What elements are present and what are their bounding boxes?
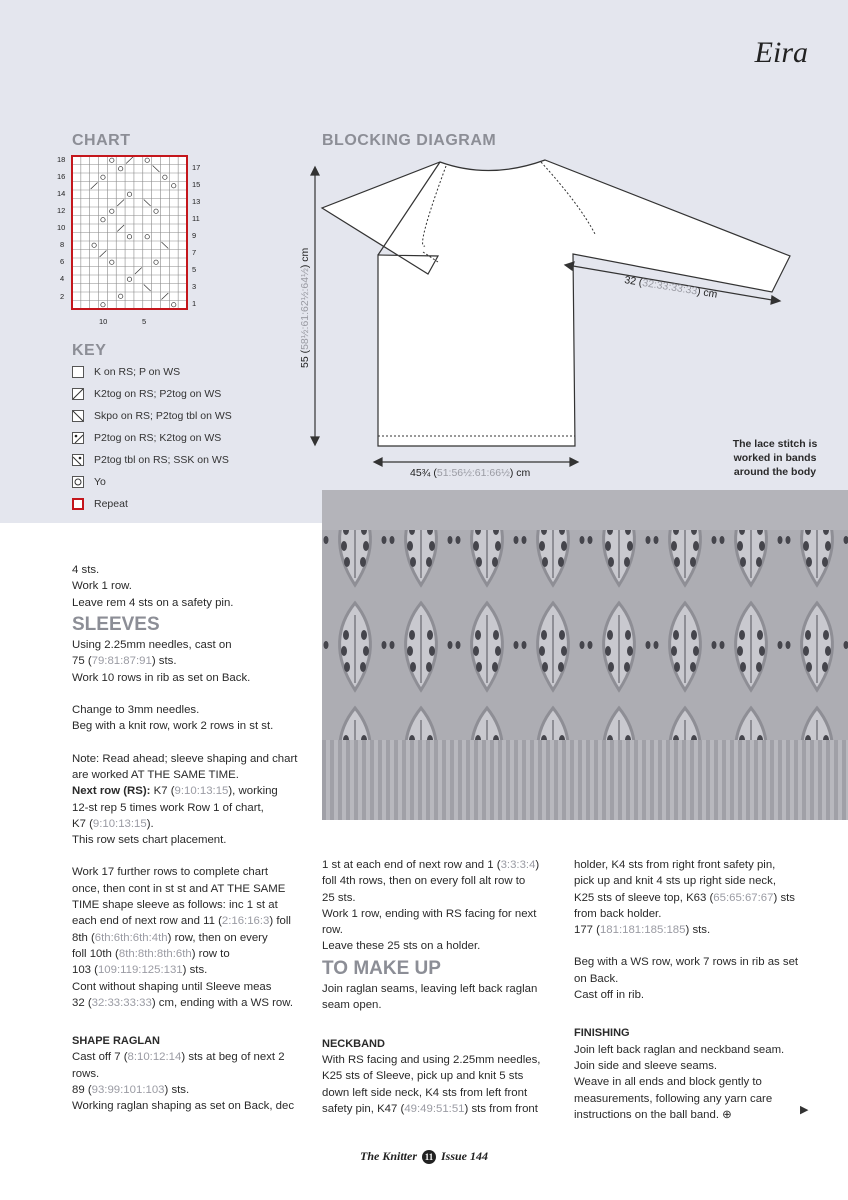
shape-raglan-heading: SHAPE RAGLAN [72,1035,161,1048]
lace-note: The lace stitch is worked in bands around the body [732,438,818,478]
knitting-chart [52,152,222,332]
chart-row-label: 18 [57,155,66,164]
sleeves-heading: SLEEVES [72,613,160,635]
key-item: Skpo on RS; P2tog tbl on WS [72,410,232,422]
svg-text:55 (58½:61:62½:64½) cm [299,247,311,368]
lace-swatch-photo [322,490,848,820]
sleeve-length-unit: ) cm [696,285,719,301]
chart-row-label: 13 [192,197,201,206]
chart-row-label: 16 [57,172,66,181]
chart-row-label: 1 [192,299,197,308]
body-length-sizes: 58½:61:62½:64½ [299,268,311,350]
key-item: K2tog on RS; P2tog on WS [72,388,221,400]
blocking-heading: BLOCKING DIAGRAM [322,132,497,149]
slash-square-icon [72,388,84,400]
chart-row-label: 7 [192,248,197,257]
page-footer: The Knitter 11 Issue 144 [359,1149,489,1163]
body-length-unit: ) cm [299,247,311,269]
chart-row-label: 10 [57,223,66,232]
chart-row-label: 6 [60,257,65,266]
to-make-up-heading: TO MAKE UP [322,957,441,979]
body-width-unit: ) cm [509,467,531,479]
chart-row-label: 12 [57,206,66,215]
column-1: 4 sts. Work 1 row. Leave rem 4 sts on a safety pin. SLEEVES Using 2.25mm needles, cast on 75 (79:81:87:91) sts. Work 10 rows in rib as set on Back. Change to 3mm needles. Beg with a knit row, work 2 rows in st st. Note: Read ahead; sleeve shaping and chart are worked AT THE SAME TIME. Next row (RS): K7 (9:10:13:15), working 12-st rep 5 times work Row 1 of chart, K7 (9:10:13:15). This row sets chart placement. Work 17 further rows to complete chart once, then cont in st st and AT THE SAME TIME shape sleeve as follows: inc 1 st at each end of next row and 11 (2:16:16:3) foll 8th (6th:6th:6th:4th) row, then on every foll 10th (8th:8th:8th:6th) row to 103 (109:119:125:131) sts. Cont without shaping until Sleeve meas 32 (32:33:33:33) cm, ending with a WS row. SHAPE RAGLAN Cast off 7 (8:10:12:14) sts at beg of next 2 rows. 89 (93:99:101:103) sts. Working raglan shaping as set on Back, dec [72,562,312,1115]
circle-square-icon [72,476,84,488]
chart-row-label: 2 [60,292,65,301]
chart-row-label: 5 [192,265,197,274]
continue-arrow-icon: ▶ [800,1104,809,1116]
key-item: Repeat [72,498,128,510]
dot-backslash-square-icon [72,454,84,466]
sleeve-length-label: 32 ( [623,274,644,289]
body-length-label: 55 ( [299,349,311,368]
sleeve-length-sizes: 32:33:33:33 [641,276,699,298]
key-item: P2tog tbl on RS; SSK on WS [72,454,229,466]
chart-heading: CHART [72,132,131,149]
chart-row-label: 8 [60,240,65,249]
chart-row-label: 4 [60,274,65,283]
dot-slash-square-icon [72,432,84,444]
chart-row-label: 9 [192,231,197,240]
chart-row-label: 15 [192,180,201,189]
page-number: 11 [422,1150,436,1164]
column-2: 1 st at each end of next row and 1 (3:3:3:4) foll 4th rows, then on every foll alt row to 25 sts. Work 1 row, ending with RS facing for next row. Leave these 25 sts on a holder. TO MAKE UP Join raglan seams, leaving left back raglan seam open. NECKBAND With RS facing and using 2.25mm needles, K25 sts of Sleeve, pick up and knit 5 sts down left side neck, K4 sts from left front safety pin, K47 (49:49:51:51) sts from front [322,857,562,1117]
lace-pattern-illustration [322,490,848,820]
backslash-square-icon [72,410,84,422]
chart-row-label: 14 [57,189,66,198]
body-width-sizes: 51:56½:61:66½ [436,467,510,479]
key-item: Yo [72,476,106,488]
chart-col-label: 10 [99,317,108,326]
chart-row-label: 3 [192,282,197,291]
key-heading: KEY [72,342,107,359]
sweater-outline [322,160,790,446]
red-square-icon [72,498,84,510]
key-item: P2tog on RS; K2tog on WS [72,432,221,444]
svg-text:45¾ (51:56½:61:66½) cm [410,467,531,479]
column-3: holder, K4 sts from right front safety pin, pick up and knit 4 sts up right side neck, K25 sts of sleeve top, K63 (65:65:67:67) sts from back holder. 177 (181:181:185:185) sts. Beg with a WS row, work 7 rows in rib as set on Back. Cast off in rib. FINISHING Join left back raglan and neckband seam. Join side and sleeve seams. Weave in all ends and block gently to measurements, following any yarn care instructions on the ball band. ⊕ [574,857,814,1123]
chart-row-label: 11 [192,214,200,223]
blocking-diagram [290,150,810,480]
pattern-title: Eira [754,36,808,69]
chart-row-label: 17 [192,163,201,172]
blank-square-icon [72,366,84,378]
key-item: K on RS; P on WS [72,366,180,378]
chart-col-label: 5 [142,317,147,326]
body-width-label: 45¾ ( [410,467,437,479]
neckband-heading: NECKBAND [322,1037,385,1050]
finishing-heading: FINISHING [574,1027,630,1040]
